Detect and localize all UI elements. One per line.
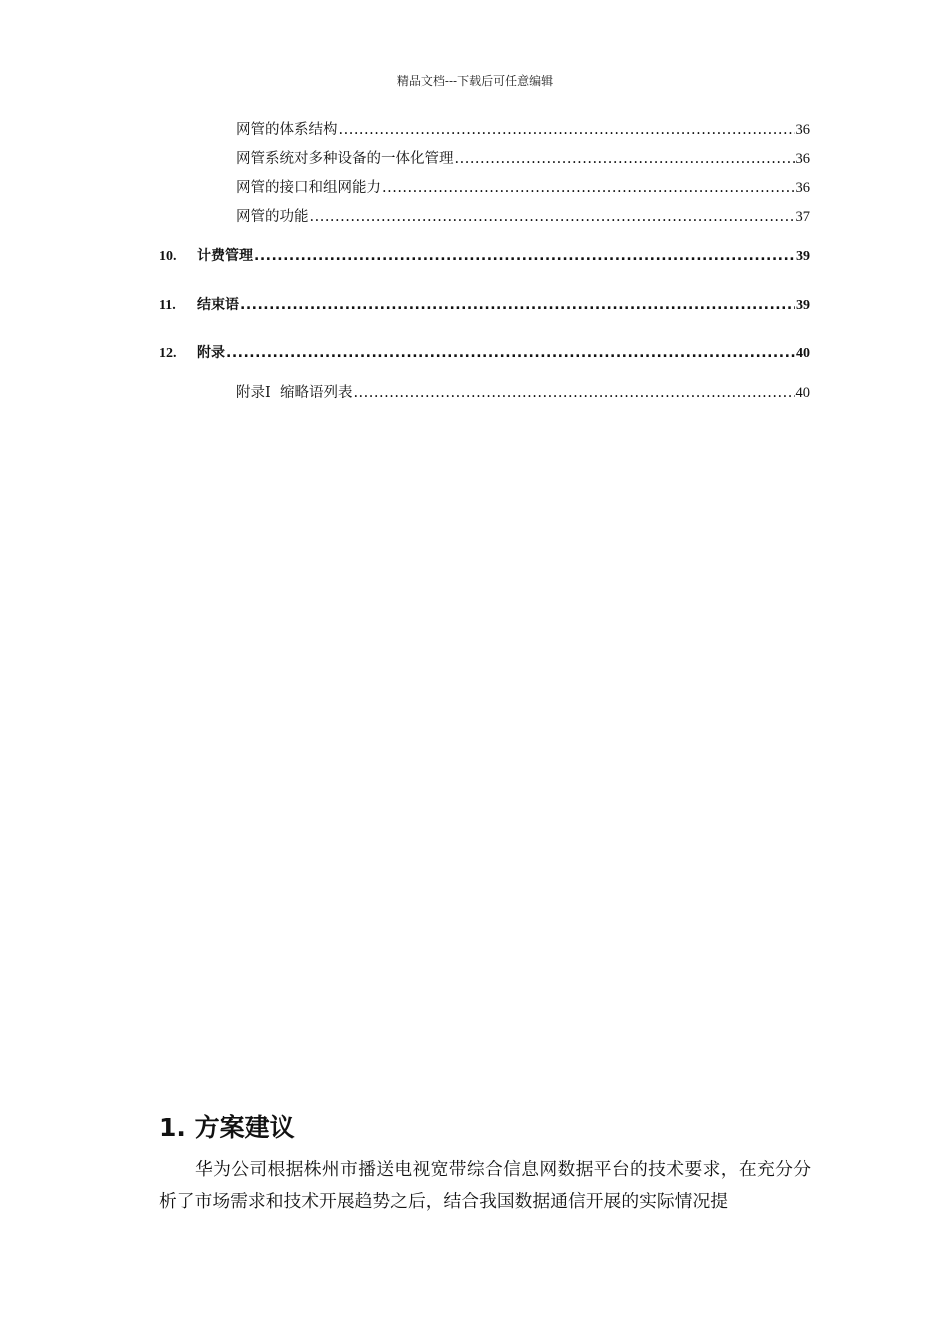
section-heading: 1. 方案建议 <box>159 1113 295 1142</box>
toc-dot-leader <box>339 122 795 138</box>
toc-entry-page: 40 <box>796 346 810 361</box>
toc-entry-page: 39 <box>796 249 810 264</box>
toc-entry-page: 36 <box>795 180 810 196</box>
toc-dot-leader <box>226 345 795 361</box>
toc-chapter-number: 11. <box>159 298 176 313</box>
toc-entry-chapter[interactable] <box>159 245 810 265</box>
toc-entry-page: 37 <box>795 209 810 225</box>
toc-entry-title: 附录Ⅰ 缩略语列表 <box>236 385 353 401</box>
toc-dot-leader <box>353 385 794 401</box>
toc-entry-page: 36 <box>795 122 810 138</box>
toc-chapter-number: 10. <box>159 249 177 264</box>
toc-entry-title: 附录 <box>197 345 225 361</box>
toc-entry[interactable] <box>236 118 810 139</box>
toc-entry-title: 网管的接口和组网能力 <box>236 180 381 196</box>
toc-entry-chapter[interactable] <box>159 294 810 314</box>
page-header: 精品文档---下载后可任意编辑 <box>396 74 554 88</box>
toc-entry[interactable] <box>236 381 810 402</box>
toc-dot-leader <box>310 209 795 225</box>
toc-dot-leader <box>455 151 795 167</box>
toc-entry-title: 网管系统对多种设备的一体化管理 <box>236 151 454 167</box>
toc-entry-page: 40 <box>795 385 810 401</box>
toc-dot-leader <box>254 248 795 264</box>
toc-entry[interactable] <box>236 147 810 168</box>
body-paragraph: 华为公司根据株州市播送电视宽带综合信息网数据平台的技术要求，在充分分析了市场需求和技术开展趋势之后，结合我国数据通信开展的实际情况提 <box>159 1159 811 1212</box>
toc-entry-chapter[interactable] <box>159 342 810 362</box>
toc-entry-page: 36 <box>795 151 810 167</box>
toc-entry-title: 结束语 <box>197 297 239 313</box>
toc-entry-title: 网管的功能 <box>236 209 309 225</box>
toc-entry-title: 网管的体系结构 <box>236 122 338 138</box>
toc-chapter-number: 12. <box>159 346 177 361</box>
toc-entry[interactable] <box>236 205 810 226</box>
toc-entry[interactable] <box>236 176 810 197</box>
toc-entry-title: 计费管理 <box>197 248 253 264</box>
toc-entry-page: 39 <box>796 298 810 313</box>
toc-dot-leader <box>382 180 795 196</box>
toc-dot-leader <box>240 297 795 313</box>
